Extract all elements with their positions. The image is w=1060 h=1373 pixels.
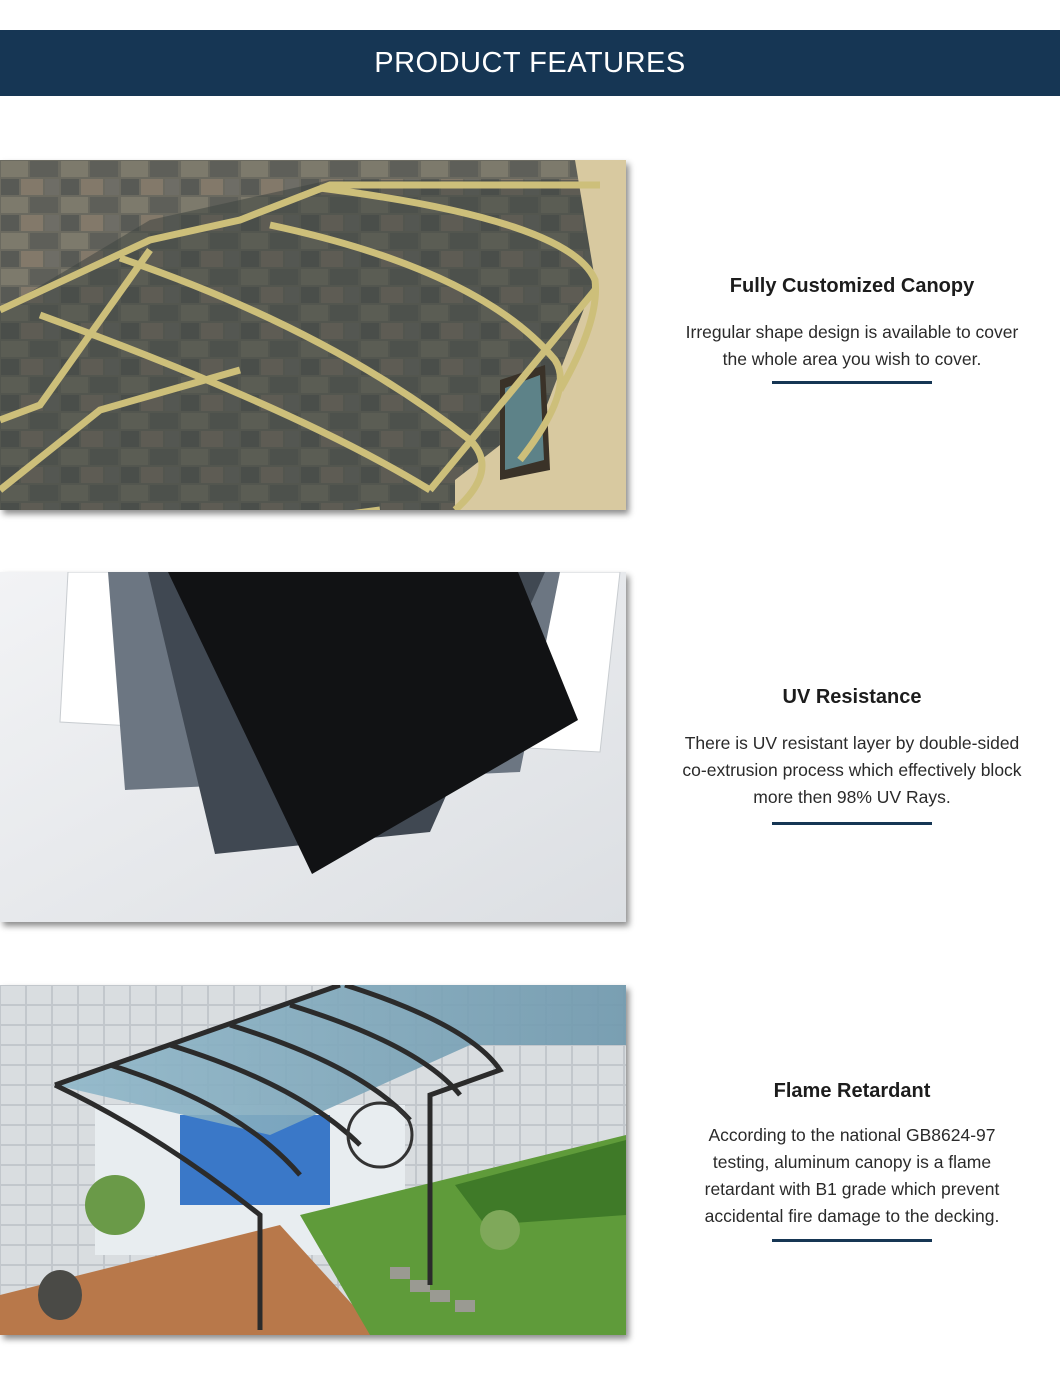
header-banner [0,30,1060,96]
feature-desc-line: Irregular shape design is available to cover [685,322,1019,342]
feature-desc-line: According to the national GB8624-97 [708,1125,996,1145]
page-title: PRODUCT FEATURES [374,46,686,79]
feature-desc-line: retardant with B1 grade which prevent [704,1179,1000,1199]
feature-title: Flame Retardant [773,1080,931,1102]
polycarbonate-sheets-photo [0,572,626,922]
feature-title: Fully Customized Canopy [729,275,975,297]
feature-desc-line: accidental fire damage to the decking. [704,1206,1000,1226]
curved-canopy-photo [0,160,626,510]
section-divider [772,1239,932,1242]
patio-canopy-photo [0,985,626,1335]
feature-desc-line: co-extrusion process which effectively block [682,760,1022,780]
feature-desc-line: There is UV resistant layer by double-sided [684,733,1020,753]
section-divider [772,381,932,384]
section-divider [772,822,932,825]
feature-desc-line: testing, aluminum canopy is a flame [712,1152,992,1172]
feature-title: UV Resistance [782,686,922,708]
feature-desc-line: the whole area you wish to cover. [722,349,982,369]
feature-desc-line: more then 98% UV Rays. [753,787,951,807]
